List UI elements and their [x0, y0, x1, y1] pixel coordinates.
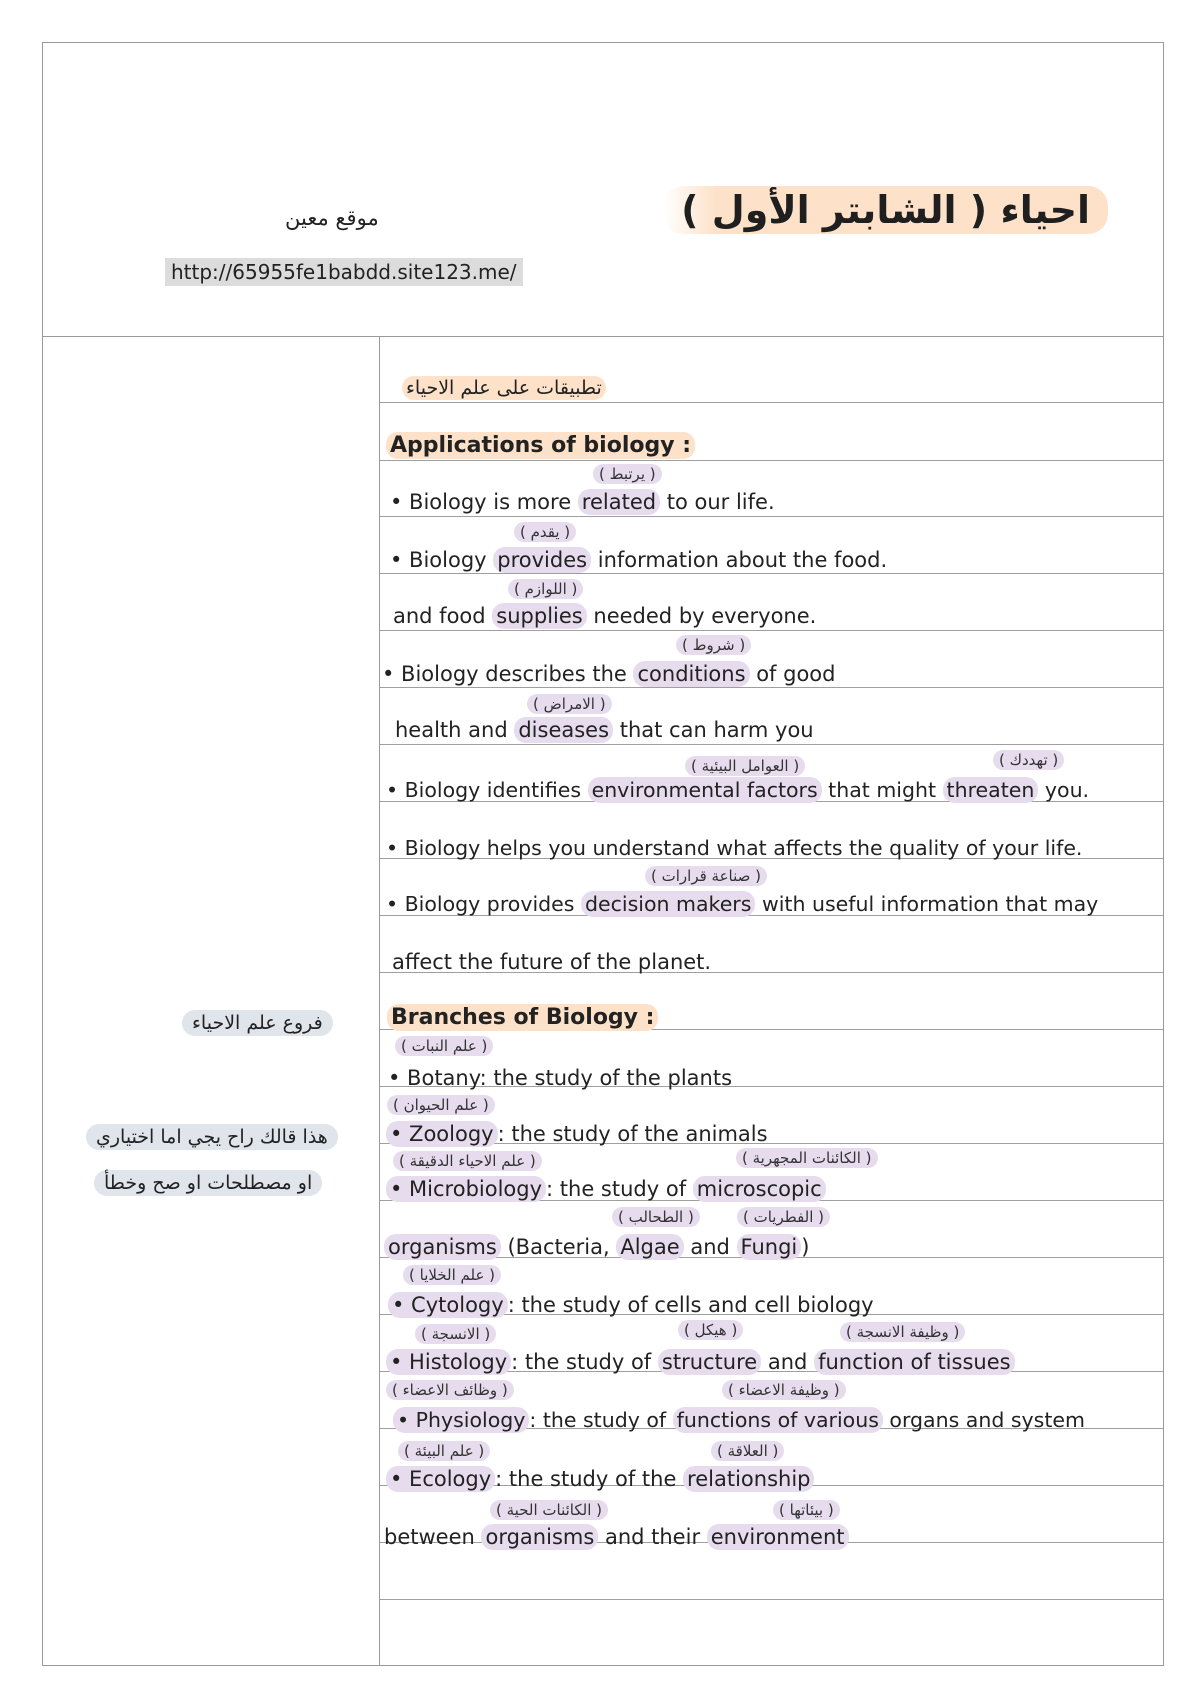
sidebar-exam-note: هذا قالك راح يجي اما اختياري [86, 1124, 338, 1150]
highlighted-term: microscopic [693, 1176, 826, 1202]
line-text: to our life. [660, 490, 775, 514]
line-text: • Biology describes the [382, 662, 634, 686]
branch-name: • Ecology [386, 1466, 495, 1492]
margin-divider [379, 336, 380, 1666]
gloss-microbiology: ( علم الاحياء الدقيقة ) [393, 1151, 542, 1171]
ruled-line [380, 630, 1163, 631]
site-url-link[interactable]: http://65955fe1babdd.site123.me/ [165, 258, 523, 286]
applications-item [382, 662, 835, 686]
line-text: : the study of the animals [497, 1122, 768, 1146]
line-text: with useful information that may [755, 892, 1099, 916]
branch-item [388, 1293, 874, 1317]
branch-name: • Zoology [386, 1121, 498, 1147]
line-text: • Biology identifies [386, 778, 588, 802]
gloss-histology: ( الانسجة ) [415, 1324, 496, 1344]
applications-item [392, 950, 711, 974]
line-text: information about the food. [591, 548, 888, 572]
line-text: ) [801, 1235, 810, 1259]
line-text: that can harm you [613, 718, 814, 742]
branch-item [393, 1408, 1085, 1432]
sidebar-branches-label: فروع علم الاحياء [182, 1010, 333, 1036]
line-text: : the study of the [495, 1467, 684, 1491]
line-text: : the study of [529, 1408, 673, 1432]
branch-name: • Microbiology [386, 1176, 546, 1202]
line-text: that might [821, 778, 943, 802]
branch-item [386, 1177, 826, 1201]
gloss-diseases: ( الامراض ) [527, 694, 612, 714]
gloss-organisms: ( الكائنات الحية ) [490, 1500, 608, 1520]
line-text: needed by everyone. [586, 604, 817, 628]
gloss-botany: ( علم النبات ) [395, 1036, 493, 1056]
header-divider [42, 336, 1164, 337]
line-text: (Bacteria, [500, 1235, 617, 1259]
line-text: : the study of [511, 1350, 658, 1374]
line-text: you. [1038, 778, 1090, 802]
gloss-fungi: ( الفطريات ) [737, 1207, 830, 1227]
branch-name: • Histology [386, 1349, 511, 1375]
line-text: affect the future of the planet. [392, 950, 712, 974]
gloss-microscopic: ( الكائنات المجهرية ) [736, 1148, 878, 1168]
branch-item [386, 1122, 768, 1146]
sidebar-exam-note-2: او مصطلحات او صح وخطأ [94, 1170, 322, 1196]
applications-item [386, 836, 1082, 860]
gloss-environmental-factors: ( العوامل البيئية ) [685, 756, 805, 776]
highlighted-term: diseases [514, 717, 613, 743]
gloss-threaten: ( تهددك ) [993, 750, 1064, 770]
line-text: between [384, 1525, 482, 1549]
line-text: and [761, 1350, 815, 1374]
applications-item [390, 548, 887, 572]
highlighted-term: related [578, 489, 660, 515]
gloss-supplies: ( اللوازم ) [508, 579, 583, 599]
highlighted-term: structure [658, 1349, 761, 1375]
line-text: : the study of the plants [479, 1066, 733, 1090]
highlighted-term: threaten [943, 777, 1039, 803]
highlighted-term: organisms [384, 1234, 501, 1260]
gloss-related: ( يرتبط ) [593, 464, 662, 484]
gloss-conditions: ( شروط ) [676, 635, 751, 655]
branches-heading: Branches of Biology : [387, 1004, 658, 1031]
site-label: موقع معين [285, 206, 379, 230]
highlighted-term: supplies [492, 603, 586, 629]
ruled-line [380, 1599, 1163, 1600]
branch-item [388, 1066, 732, 1090]
applications-heading: Applications of biology : [386, 432, 695, 459]
line-text: and their [598, 1525, 707, 1549]
line-text: : the study of [546, 1177, 693, 1201]
branch-item [386, 1350, 1015, 1374]
gloss-structure: ( هيكل ) [678, 1320, 743, 1340]
gloss-cytology: ( علم الخلايا ) [403, 1265, 501, 1285]
highlighted-term: function of tissues [814, 1349, 1015, 1375]
gloss-decision-makers: ( صناعة قرارات ) [645, 866, 767, 886]
highlighted-term: organisms [481, 1524, 598, 1550]
gloss-environment: ( بيئاتها ) [773, 1500, 840, 1520]
line-text: • Biology [390, 548, 494, 572]
highlighted-term: decision makers [581, 891, 755, 917]
applications-item [386, 892, 1098, 916]
gloss-physiology: ( وظائف الاعضاء ) [386, 1380, 514, 1400]
gloss-provides: ( يقدم ) [514, 522, 576, 542]
branch-name: • Physiology [393, 1407, 529, 1433]
branch-item [384, 1525, 849, 1549]
ruled-line [380, 573, 1163, 574]
arabic-heading: تطبيقات على علم الاحياء [402, 376, 606, 400]
applications-item [386, 778, 1089, 802]
line-text: and food [393, 604, 493, 628]
highlighted-term: Fungi [737, 1234, 802, 1260]
gloss-algae: ( الطحالب ) [612, 1207, 700, 1227]
highlighted-term: environment [707, 1524, 849, 1550]
highlighted-term: relationship [683, 1466, 814, 1492]
line-text: : the study of cells and cell biology [507, 1293, 874, 1317]
ruled-line [380, 516, 1163, 517]
branch-item [386, 1467, 814, 1491]
highlighted-term: environmental factors [588, 777, 822, 803]
ruled-line [380, 687, 1163, 688]
applications-item [393, 604, 816, 628]
line-text: of good [749, 662, 836, 686]
line-text: health and [395, 718, 515, 742]
applications-item [395, 718, 814, 742]
gloss-function-of-tissues: ( وظيفة الانسجة ) [840, 1322, 965, 1342]
ruled-line [380, 402, 1163, 403]
line-text: • Biology provides [386, 892, 581, 916]
line-text: and [683, 1235, 737, 1259]
page-title: احياء ( الشابتر الأول ) [663, 186, 1108, 234]
highlighted-term: Algae [616, 1234, 683, 1260]
gloss-relationship: ( العلاقة ) [711, 1441, 784, 1461]
line-text: • Biology helps you understand what affects the quality of your life. [386, 836, 1083, 860]
applications-item [390, 490, 775, 514]
highlighted-term: conditions [633, 661, 749, 687]
branch-name: • Botany [388, 1066, 480, 1090]
highlighted-term: functions of various [673, 1407, 883, 1433]
branch-item [384, 1235, 809, 1259]
highlighted-term: provides [493, 547, 591, 573]
gloss-functions-of-various: ( وظيفة الاعضاء ) [722, 1380, 846, 1400]
gloss-zoology: ( علم الحيوان ) [387, 1095, 495, 1115]
gloss-ecology: ( علم البيئة ) [398, 1441, 490, 1461]
ruled-line [380, 744, 1163, 745]
branch-name: • Cytology [388, 1292, 508, 1318]
line-text: organs and system [882, 1408, 1085, 1432]
line-text: • Biology is more [390, 490, 578, 514]
ruled-line [380, 460, 1163, 461]
